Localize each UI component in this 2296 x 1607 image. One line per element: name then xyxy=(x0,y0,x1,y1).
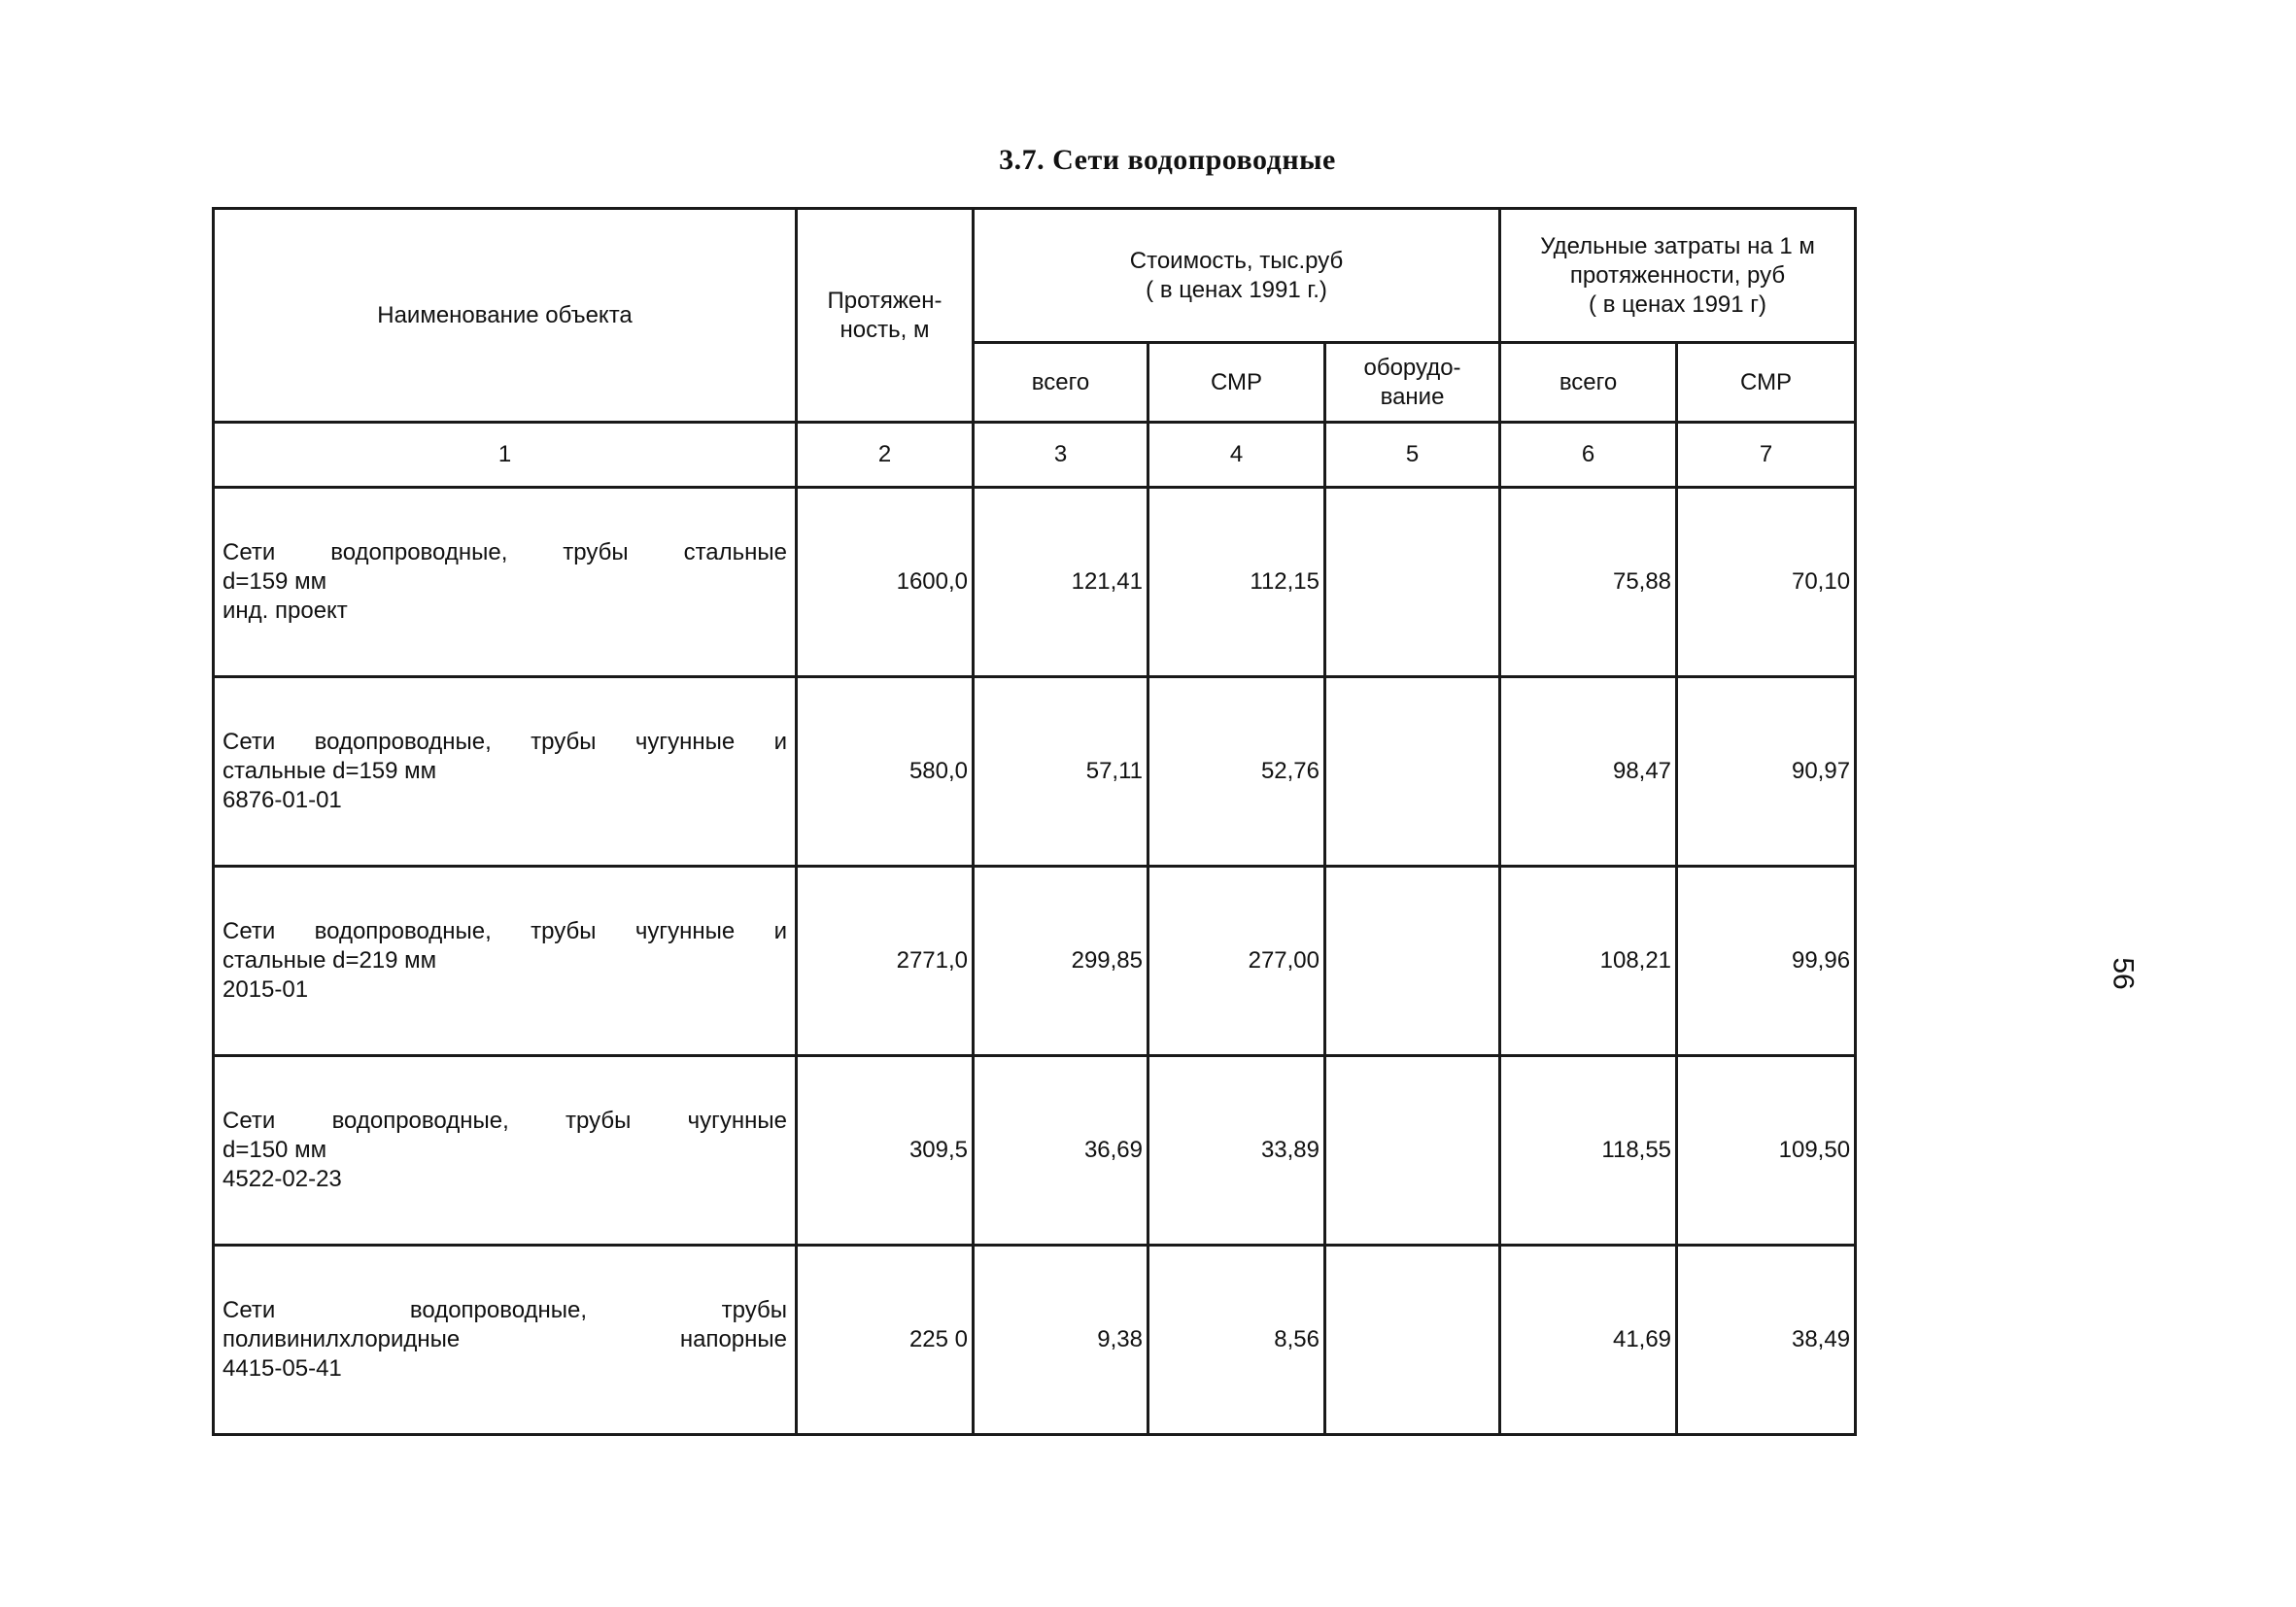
object-name-line: Сети водопроводные, трубы чугунные и xyxy=(223,918,787,944)
cost-equipment-cell xyxy=(1325,1246,1500,1435)
column-number: 4 xyxy=(1148,423,1325,488)
column-number: 6 xyxy=(1500,423,1677,488)
object-name-line: инд. проект xyxy=(223,598,348,624)
header-cost-line: Стоимость, тыс.руб xyxy=(1129,247,1344,274)
cost-equipment-cell xyxy=(1325,488,1500,677)
cost-smr-cell: 112,15 xyxy=(1148,488,1325,677)
object-name-line: Сети водопроводные, трубы стальные xyxy=(223,539,787,565)
cost-total-cell: 9,38 xyxy=(974,1246,1148,1435)
length-cell: 2771,0 xyxy=(797,867,974,1056)
object-name-line: 6876-01-01 xyxy=(223,787,342,813)
unit-total-cell: 75,88 xyxy=(1500,488,1677,677)
length-cell: 309,5 xyxy=(797,1056,974,1246)
object-name-line: поливинилхлоридные напорные xyxy=(223,1326,787,1352)
header-equipment-line: оборудо- xyxy=(1363,354,1461,381)
header-row-1 xyxy=(214,209,1856,343)
header-equipment-line: вание xyxy=(1380,383,1445,410)
unit-total-cell: 41,69 xyxy=(1500,1246,1677,1435)
table-row xyxy=(214,488,1856,677)
cost-table xyxy=(212,207,1857,1436)
column-number-row xyxy=(214,423,1856,488)
table-row xyxy=(214,1056,1856,1246)
page-title: 3.7. Сети водопроводные xyxy=(999,144,1336,176)
cost-equipment-cell xyxy=(1325,1056,1500,1246)
header-cost-line: ( в ценах 1991 г.) xyxy=(1146,276,1327,303)
unit-total-cell: 98,47 xyxy=(1500,677,1677,867)
column-number: 5 xyxy=(1325,423,1500,488)
header-length xyxy=(797,209,974,423)
cost-equipment-cell xyxy=(1325,677,1500,867)
length-cell: 225 0 xyxy=(797,1246,974,1435)
header-name-label: Наименование объекта xyxy=(377,301,633,328)
cost-table-wrapper xyxy=(212,207,1857,1436)
header-length-line: ность, м xyxy=(840,316,930,343)
header-cost-group xyxy=(974,209,1500,343)
header-cost-equipment xyxy=(1325,343,1500,423)
object-name-line: стальные d=219 мм xyxy=(223,947,437,974)
object-name-cell xyxy=(214,488,797,677)
unit-smr-cell: 109,50 xyxy=(1677,1056,1856,1246)
cost-total-cell: 121,41 xyxy=(974,488,1148,677)
header-unit-total: всего xyxy=(1500,343,1677,423)
cost-total-cell: 299,85 xyxy=(974,867,1148,1056)
length-cell: 580,0 xyxy=(797,677,974,867)
cost-smr-cell: 33,89 xyxy=(1148,1056,1325,1246)
object-name-cell xyxy=(214,867,797,1056)
table-row xyxy=(214,867,1856,1056)
header-unit-line: Удельные затраты на 1 м xyxy=(1540,232,1815,259)
column-number: 7 xyxy=(1677,423,1856,488)
object-name-line: d=150 мм xyxy=(223,1137,327,1163)
cost-equipment-cell xyxy=(1325,867,1500,1056)
table-row xyxy=(214,677,1856,867)
column-number: 2 xyxy=(797,423,974,488)
object-name-line: Сети водопроводные, трубы xyxy=(223,1297,787,1323)
object-name-line: 4522-02-23 xyxy=(223,1166,342,1192)
header-cost-total: всего xyxy=(974,343,1148,423)
unit-total-cell: 108,21 xyxy=(1500,867,1677,1056)
cost-total-cell: 57,11 xyxy=(974,677,1148,867)
column-number: 1 xyxy=(214,423,797,488)
cost-smr-cell: 52,76 xyxy=(1148,677,1325,867)
unit-smr-cell: 70,10 xyxy=(1677,488,1856,677)
unit-smr-cell: 99,96 xyxy=(1677,867,1856,1056)
cost-smr-cell: 277,00 xyxy=(1148,867,1325,1056)
header-length-line: Протяжен- xyxy=(827,287,942,314)
unit-smr-cell: 38,49 xyxy=(1677,1246,1856,1435)
unit-total-cell: 118,55 xyxy=(1500,1056,1677,1246)
object-name-line: d=159 мм xyxy=(223,568,327,595)
header-unit-line: ( в ценах 1991 г) xyxy=(1589,291,1767,318)
object-name-line: Сети водопроводные, трубы чугунные и xyxy=(223,729,787,755)
header-name xyxy=(214,209,797,423)
cost-total-cell: 36,69 xyxy=(974,1056,1148,1246)
header-unit-group xyxy=(1500,209,1856,343)
header-unit-line: протяженности, руб xyxy=(1569,261,1786,289)
length-cell: 1600,0 xyxy=(797,488,974,677)
header-cost-smr: СМР xyxy=(1148,343,1325,423)
object-name-cell xyxy=(214,1056,797,1246)
object-name-cell xyxy=(214,677,797,867)
object-name-line: 2015-01 xyxy=(223,976,309,1003)
object-name-line: Сети водопроводные, трубы чугунные xyxy=(223,1108,787,1134)
table-row xyxy=(214,1246,1856,1435)
object-name-line: стальные d=159 мм xyxy=(223,758,437,784)
unit-smr-cell: 90,97 xyxy=(1677,677,1856,867)
object-name-cell xyxy=(214,1246,797,1435)
header-unit-smr: СМР xyxy=(1677,343,1856,423)
column-number: 3 xyxy=(974,423,1148,488)
object-name-line: 4415-05-41 xyxy=(223,1355,342,1382)
cost-smr-cell: 8,56 xyxy=(1148,1246,1325,1435)
page-number: 56 xyxy=(2107,957,2140,990)
